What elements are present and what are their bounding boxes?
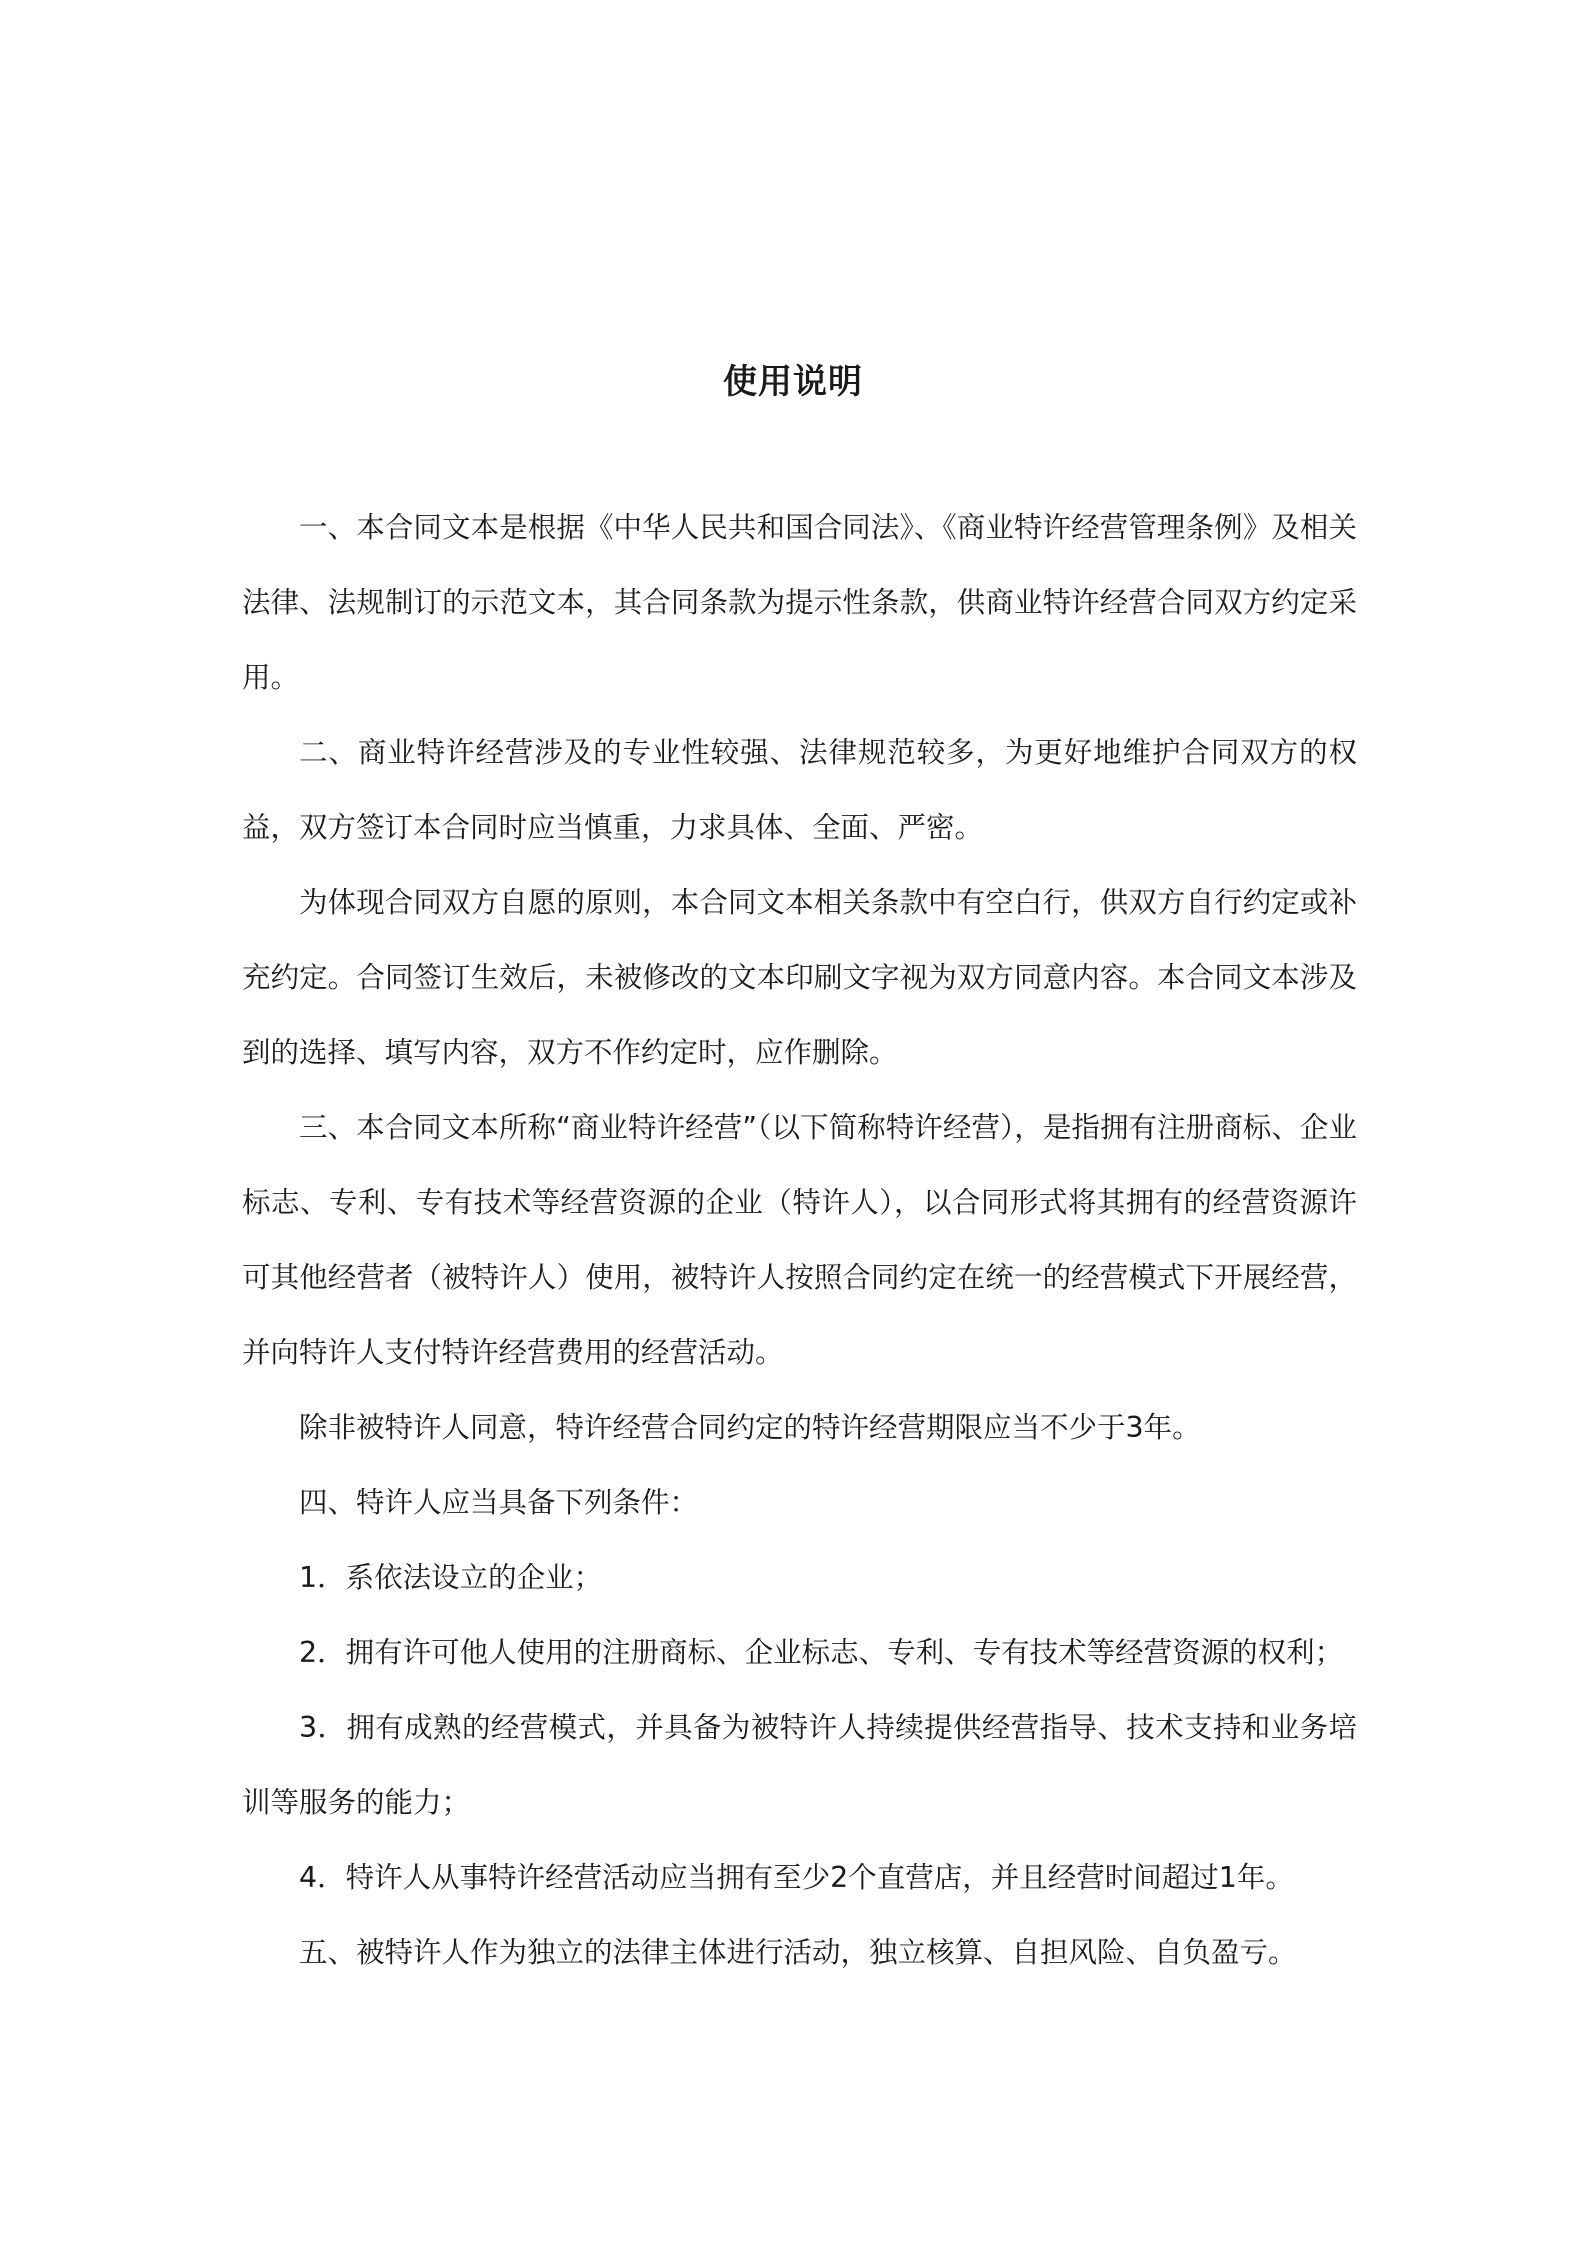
list-item-4: 4．特许人从事特许经营活动应当拥有至少2个直营店，并且经营时间超过1年。 — [299, 1861, 1294, 1894]
paragraph-2: 二、商业特许经营涉及的专业性较强、法律规范较多，为更好地维护合同双方的权益，双方签订本合同时应当慎重，力求具体、全面、严密。 — [242, 736, 1357, 844]
list-item-2: 2．拥有许可他人使用的注册商标、企业标志、专利、专有技术等经营资源的权利； — [299, 1636, 1344, 1669]
paragraph-6: 四、特许人应当具备下列条件： — [299, 1486, 699, 1519]
paragraph-4: 三、本合同文本所称“商业特许经营”（以下简称特许经营），是指拥有注册商标、企业标志、专利、专有技术等经营资源的企业（特许人），以合同形式将其拥有的经营资源许可其他经营者（被特许人）使用，被特许人按照合同约定在统一的经营模式下开展经营，并向特许人支付特许经营费用的经营活动。 — [242, 1111, 1357, 1369]
paragraph-7: 五、被特许人作为独立的法律主体进行活动，独立核算、自担风险、自负盈亏。 — [299, 1936, 1297, 1969]
paragraph-3: 为体现合同双方自愿的原则，本合同文本相关条款中有空白行，供双方自行约定或补充约定。合同签订生效后，未被修改的文本印刷文字视为双方同意内容。本合同文本涉及到的选择、填写内容，双方不作约定时，应作删除。 — [242, 886, 1357, 1069]
document-body — [242, 490, 1357, 1990]
paragraph-5: 除非被特许人同意，特许经营合同约定的特许经营期限应当不少于3年。 — [299, 1411, 1201, 1444]
list-item-1: 1．系依法设立的企业； — [299, 1561, 603, 1594]
page-title: 使用说明 — [723, 362, 863, 402]
list-item-3: 3．拥有成熟的经营模式，并具备为被特许人持续提供经营指导、技术支持和业务培训等服务的能力； — [242, 1711, 1357, 1819]
paragraph-1: 一、本合同文本是根据《中华人民共和国合同法》、《商业特许经营管理条例》及相关法律、法规制订的示范文本，其合同条款为提示性条款，供商业特许经营合同双方约定采用。 — [242, 511, 1357, 694]
